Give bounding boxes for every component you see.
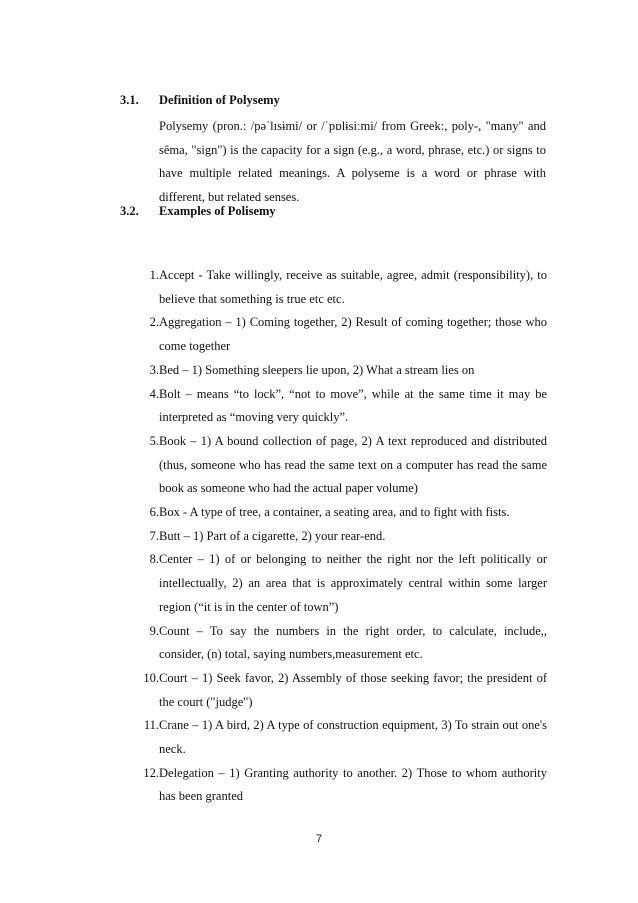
definition-paragraph: Polysemy (pron.: /pəˈlɪsɨmi/ or /ˈpɒlɨsiːmi/ from Greek:, poly-, "many" and sêma, "sign") is the capacity for a sign (e.g., a word, phrase, etc.) or signs to have multiple related meanings. A polyseme is a word or phrase with different, but related senses. — [159, 119, 546, 204]
list-item — [121, 525, 547, 549]
list-item-text: Bolt – means “to lock”, “not to move”, while at the same time it may be interpreted as “moving very quickly”. — [159, 386, 547, 425]
list-item-number: 5. — [149, 433, 159, 448]
section-heading-definition — [120, 89, 280, 111]
section-number: 3.1. — [120, 93, 139, 107]
list-item-number: 10. — [143, 670, 159, 685]
list-item — [121, 383, 547, 430]
list-item-text: Bed – 1) Something sleepers lie upon, 2) What a stream lies on — [159, 362, 475, 377]
list-item — [121, 620, 547, 667]
list-item-number: 4. — [149, 386, 159, 401]
list-item — [121, 430, 547, 501]
section-heading-examples — [120, 200, 276, 222]
list-item — [121, 548, 547, 619]
list-item-text: Accept - Take willingly, receive as suitable, agree, admit (responsibility), to believe that something is true etc etc. — [159, 268, 547, 306]
list-item-number: 12. — [143, 765, 159, 780]
list-item-number: 6. — [149, 505, 159, 520]
list-item — [121, 311, 547, 358]
list-item-text: Butt – 1) Part of a cigarette, 2) your rear-end. — [159, 528, 386, 543]
list-item-number: 7. — [149, 528, 159, 543]
section-title: Examples of Polisemy — [159, 204, 276, 218]
list-item-number: 1. — [149, 268, 159, 282]
list-item-number: 3. — [149, 362, 159, 377]
list-item-text: Aggregation – 1) Coming together, 2) Result of coming together; those who come together — [159, 315, 547, 354]
list-item — [121, 501, 547, 525]
list-item — [121, 264, 547, 311]
list-item-text: Center – 1) of or belonging to neither the right nor the left politically or intellectually, 2) an area that is approximately central within some larger region (“it is in the center of town”) — [159, 552, 547, 614]
section-title: Definition of Polysemy — [159, 93, 280, 107]
list-item-text: Delegation – 1) Granting authority to another. 2) Those to whom authority has been granted — [159, 765, 547, 804]
examples-list — [121, 264, 547, 809]
list-item — [121, 714, 547, 761]
list-item — [121, 667, 547, 714]
page-number: 7 — [315, 833, 323, 845]
list-item-text: Crane – 1) A bird, 2) A type of construction equipment, 3) To strain out one's neck. — [159, 718, 547, 757]
list-item-number: 9. — [149, 623, 159, 638]
list-item-text: Court – 1) Seek favor, 2) Assembly of those seeking favor; the president of the court ("judge") — [159, 670, 547, 709]
list-item-text: Box - A type of tree, a container, a seating area, and to fight with fists. — [159, 505, 510, 520]
list-item-text: Book – 1) A bound collection of page, 2) A text reproduced and distributed (thus, someone who has read the same text on a computer has read the same book as someone who had the actual paper volume) — [159, 433, 547, 496]
list-item — [121, 359, 547, 383]
list-item — [121, 762, 547, 809]
list-item-number: 11. — [143, 718, 159, 733]
list-item-text: Count – To say the numbers in the right order, to calculate, include,, consider, (n) total, saying numbers,measurement etc. — [159, 623, 547, 662]
list-item-number: 2. — [149, 315, 159, 330]
list-item-number: 8. — [149, 552, 159, 567]
section-number: 3.2. — [120, 204, 139, 218]
